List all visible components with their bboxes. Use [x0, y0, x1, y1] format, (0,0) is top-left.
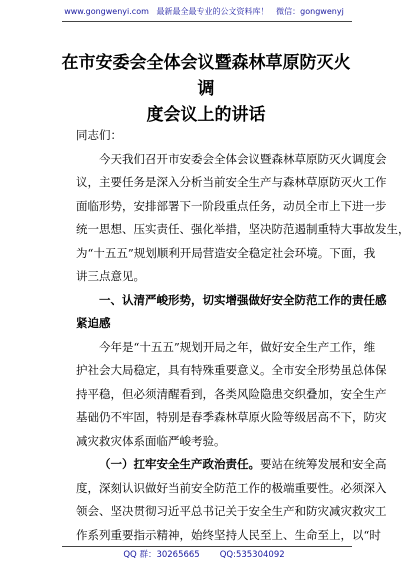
paragraph-line: 持平稳，但必须清醒看到，各类风险隐患交织叠加，安全生产	[76, 386, 387, 401]
paragraph-line: 讲三点意见。	[76, 269, 145, 283]
section-heading: 紧迫感	[76, 316, 111, 330]
paragraph-line: 统一思想、压实责任、强化举措，坚决防范遏制重特大事故发生，	[76, 222, 410, 236]
subsection-heading: （一）扛牢安全生产政治责任。	[99, 457, 260, 471]
paragraph-line: 度，深刻认识做好当前安全防范工作的极端重要性。必须深入	[76, 480, 387, 495]
paragraph-line: 为“十五五”规划顺利开局营造安全稳定社会环境。下面，我	[76, 245, 376, 260]
footer-divider	[62, 546, 352, 547]
site-slogan: 最新最全最专业的公文资料库！	[156, 7, 269, 16]
paragraph-line: 领会、坚决贯彻习近平总书记关于安全生产和防灾减灾救灾工	[76, 504, 387, 518]
paragraph-line: 面临形势，安排部署下一阶段重点任务，动员全市上下进一步	[76, 198, 387, 213]
paragraph-line: 今天我们召开市安委会全体会议暨森林草原防灭火调度会	[99, 151, 387, 166]
page-footer	[0, 549, 408, 561]
paragraph-line: 基础仍不牢固，特别是春季森林草原火险等级居高不下，防灾	[76, 410, 387, 424]
salutation: 同志们：	[76, 128, 122, 142]
title-line-2: 度会议上的讲话	[146, 105, 266, 125]
wechat-label: 微信：	[276, 7, 301, 16]
paragraph-line: 护社会大局稳定，具有特殊重要意义。全市安全形势虽总体保	[76, 363, 387, 377]
subsection-line	[76, 453, 387, 477]
qq-group: QQ 群：30265665	[123, 550, 200, 560]
title-line-1: 在市安委会全体会议暨森林草原防灭火调	[61, 53, 351, 99]
document-title	[60, 50, 352, 128]
paragraph-line: 减灾救灾体系面临严峻考验。	[76, 433, 226, 448]
paragraph-line: 今年是“十五五”规划开局之年，做好安全生产工作，维	[99, 339, 376, 354]
paragraph-text: 要站在统筹发展和安全高	[260, 457, 387, 471]
section-heading: 一、认清严峻形势，切实增强做好安全防范工作的责任感	[99, 292, 387, 307]
document-body	[76, 124, 410, 547]
paragraph-line: 作系列重要指示精神，始终坚持人民至上、生命至上，以“时	[76, 527, 381, 542]
site-url: www.gongwenyi.com	[64, 7, 149, 16]
page-header	[0, 6, 408, 18]
header-divider	[62, 21, 352, 22]
qq-contact: QQ:535304092	[219, 550, 285, 560]
paragraph-line: 议，主要任务是深入分析当前安全生产与森林草原防灭火工作	[76, 175, 387, 189]
wechat-id: gongwenyj	[300, 7, 344, 16]
